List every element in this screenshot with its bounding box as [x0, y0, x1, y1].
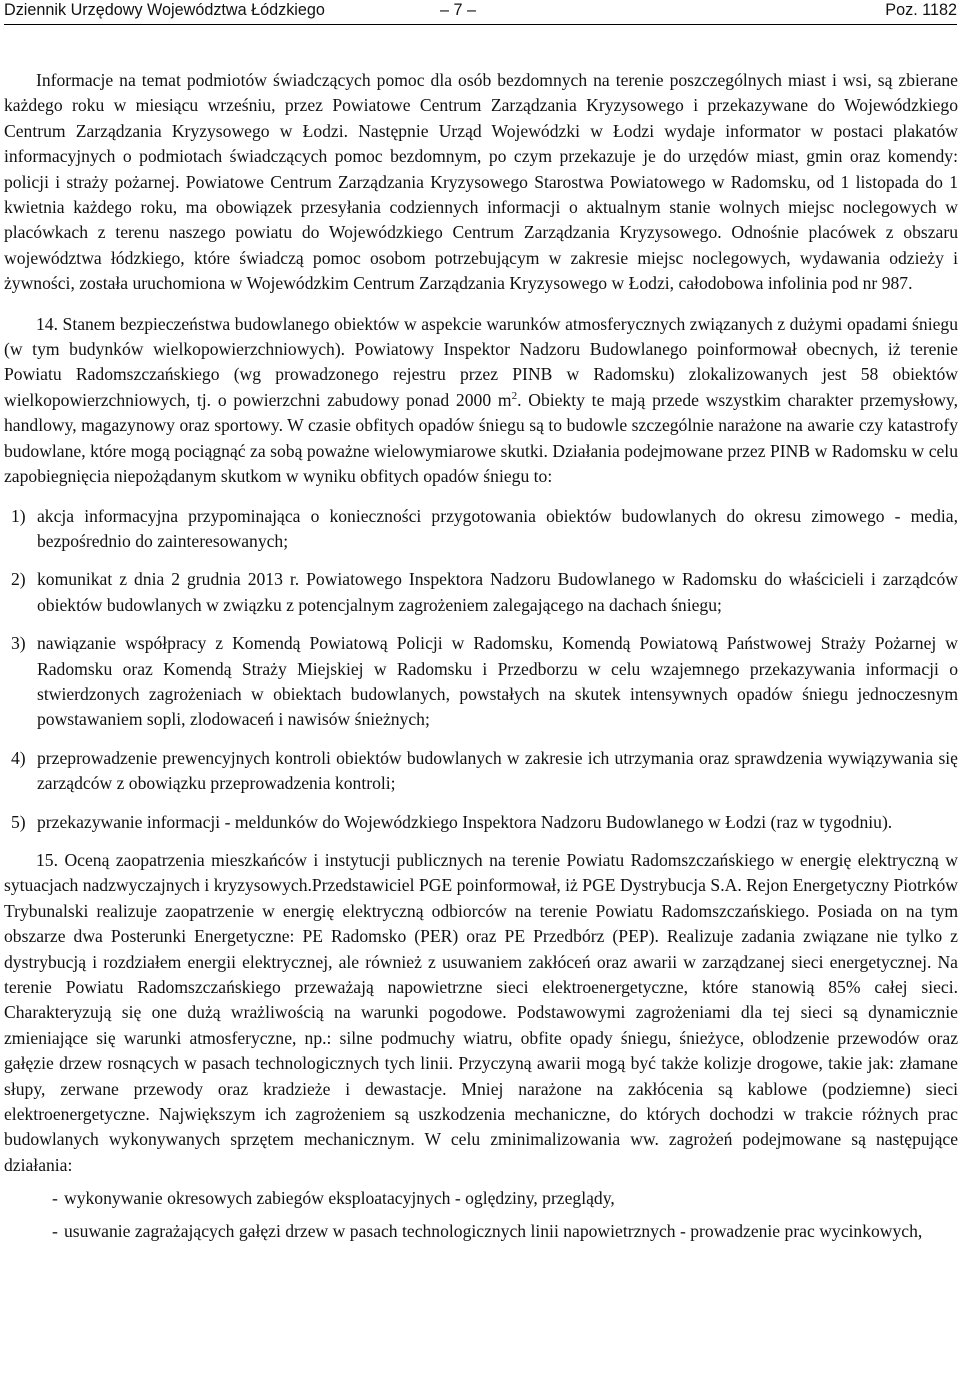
section-14-paragraph	[4, 312, 958, 490]
page-number: – 7 –	[440, 1, 477, 19]
list-marker: 2)	[11, 569, 26, 590]
position-number: Poz. 1182	[885, 1, 957, 19]
list-marker: -	[52, 1220, 58, 1241]
section-15-list	[4, 1186, 958, 1244]
list-item-text: przeprowadzenie prewencyjnych kontroli obiektów budowlanych w zakresie ich utrzymania oraz sprawdzenia wywiązywania się zarządców z obowiązku przeprowadzenia kontroli;	[37, 747, 958, 794]
intro-paragraph: Informacje na temat podmiotów świadczących pomoc dla osób bezdomnych na terenie poszczególnych miast i wsi, są zbierane każdego roku w miesiącu wrześniu, przez Powiatowe Centrum Zarządzania Kryzysowego i przekazywane do Wojewódzkiego Centrum Zarządzania Kryzysowego w Łodzi. Następnie Urząd Wojewódzki w Łodzi wydaje informator w postaci plakatów informacyjnych o podmiotach świadczących pomoc bezdomnym, po czym przekazuje je do urzędów miast, gmin oraz komendy: policji i straży pożarnej. Powiatowe Centrum Zarządzania Kryzysowego Starostwa Powiatowego w Radomsku, od 1 listopada do 1 kwietnia każdego roku, ma obowiązek przesyłania codziennych informacji o aktualnym stanie wolnych miejsc noclegowych w placówkach z terenu naszego powiatu do Wojewódzkiego Centrum Zarządzania Kryzysowego. Odnośnie placówek z obszaru województwa łódzkiego, które świadczą pomoc osobom potrzebującym w zakresie miejsc noclegowych, wydawania odzieży i żywności, została uruchomiona w Wojewódzkim Centrum Zarządzania Kryzysowego w Łodzi, całodobowa infolinia pod nr 987.	[4, 70, 958, 294]
list-item	[4, 810, 958, 835]
section-15-text: Oceną zaopatrzenia mieszkańców i instytucji publicznych na terenie Powiatu Radomszczańskiego w energię elektryczną w sytuacjach nadzwyczajnych i kryzysowych.Przedstawiciel PGE poinformował, iż PGE Dystrybucja S.A. Rejon Energetyczny Piotrków Trybunalski realizuje zaopatrzenie w energię elektryczną odbiorców na terenie Powiatu Radomszczańskiego. Posiada on na tym obszarze dwa Posterunki Energetyczne: PE Radomsko (PER) oraz PE Przedbórz (PEP). Realizuje zadania związane nie tylko z dystrybucją i rozdziałem energii elektrycznej, ale również z usuwaniem zakłóceń oraz awarii w zarządzanej sieci energetycznej. Na terenie Powiatu Radomszczańskiego przeważają napowietrzne sieci elektroenergetyczne, które stanowią 85% całej sieci. Charakteryzują się one dużą wrażliwością na warunki pogodowe. Podstawowymi zagrożeniami dla tej sieci są dynamicznie zmieniające się warunki atmosferyczne, np.: silne podmuchy wiatru, obfite opady śniegu, śnieżyce, oblodzenie przewodów oraz gałęzie drzew rosnących w pasach technologicznych tych linii. Przyczyną awarii mogą być także kolizje drogowe, takie jak: złamane słupy, zerwane przewody oraz kradzieże i dewastacje. Mniej narażone na zakłócenia są kablowe (podziemne) sieci elektroenergetyczne. Największym ich zagrożeniem są uszkodzenia mechaniczne, do których dochodzi w trakcie różnych prac budowlanych wykonywanych sprzętem mechanicznym. W celu zminimalizowania ww. zagrożeń podejmowane są następujące działania:	[4, 849, 958, 1175]
document-body	[4, 68, 958, 1251]
list-item-text: akcja informacyjna przypominająca o konieczności przygotowania obiektów budowlanych do okresu zimowego - media, bezpośrednio do zainteresowanych;	[37, 505, 958, 551]
list-marker: 1)	[11, 505, 26, 526]
journal-title: Dziennik Urzędowy Województwa Łódzkiego	[4, 1, 325, 19]
section-14-number: 14.	[36, 313, 58, 334]
list-marker: 5)	[11, 811, 26, 832]
section-14-text-a: Stanem bezpieczeństwa budowlanego obiektów w aspekcie warunków atmosferycznych związanych z dużymi opadami śniegu (w tym budynków wielkopowierzchniowych). Powiatowy Inspektor Nadzoru Budowlanego poinformował obecnych, iż terenie Powiatu Radomszczańskiego (wg prowadzonego rejestru przez PINB w Radomsku) zlokalizowanych jest 58 obiektów wielkopowierzchniowych, tj. o powierzchni zabudowy ponad 2000 m	[4, 313, 958, 410]
list-marker: 4)	[11, 747, 26, 768]
list-item	[4, 746, 958, 797]
area-unit-superscript: 2	[511, 389, 518, 402]
list-item	[4, 1219, 958, 1244]
list-marker: -	[52, 1188, 58, 1209]
section-14-list	[4, 504, 958, 835]
list-item	[4, 1186, 958, 1211]
list-item-text: przekazywanie informacji - meldunków do Wojewódzkiego Inspektora Nadzoru Budowlanego w Łodzi (raz w tygodniu).	[37, 811, 893, 832]
page-header	[4, 0, 957, 25]
section-14-text-b: . Obiekty te mają przede wszystkim charakter przemysłowy, handlowy, magazynowy oraz sportowy. W czasie obfitych opadów śniegu są to budowle szczególnie narażone na awarie czy katastrofy budowlane, które mogą pociągnąć za sobą poważne wielowymiarowe skutki. Działania podejmowane przez PINB w Radomsku w celu zapobiegnięcia niepożądanym skutkom w wyniku obfitych opadów śniegu to:	[4, 389, 958, 487]
section-15-paragraph	[4, 848, 958, 1178]
list-item	[4, 504, 958, 555]
list-item-text: komunikat z dnia 2 grudnia 2013 r. Powiatowego Inspektora Nadzoru Budowlanego w Radomsku do właścicieli i zarządców obiektów budowlanych w związku z potencjalnym zagrożeniem zalegającego na dachach śniegu;	[37, 569, 958, 615]
list-item	[4, 567, 958, 618]
list-item	[4, 631, 958, 733]
list-item-text: nawiązanie współpracy z Komendą Powiatową Policji w Radomsku, Komendą Powiatową Państwowej Straży Pożarnej w Radomsku oraz Komendą Straży Miejskiej w Radomsku i Przedborzu w celu wzajemnego przekazywania informacji o stwierdzonych zagrożeniach w obiektach budowlanych, powstałych na skutek intensywnych opadów śniegu jednoczesnym powstawaniem sopli, zlodowaceń i nawisów śnieżnych;	[37, 633, 958, 730]
section-15-number: 15.	[36, 849, 58, 870]
list-item-text: wykonywanie okresowych zabiegów eksploatacyjnych - oględziny, przeglądy,	[64, 1188, 615, 1209]
list-marker: 3)	[11, 633, 26, 654]
list-item-text: usuwanie zagrażających gałęzi drzew w pasach technologicznych linii napowietrznych - prowadzenie prac wycinkowych,	[64, 1220, 923, 1241]
